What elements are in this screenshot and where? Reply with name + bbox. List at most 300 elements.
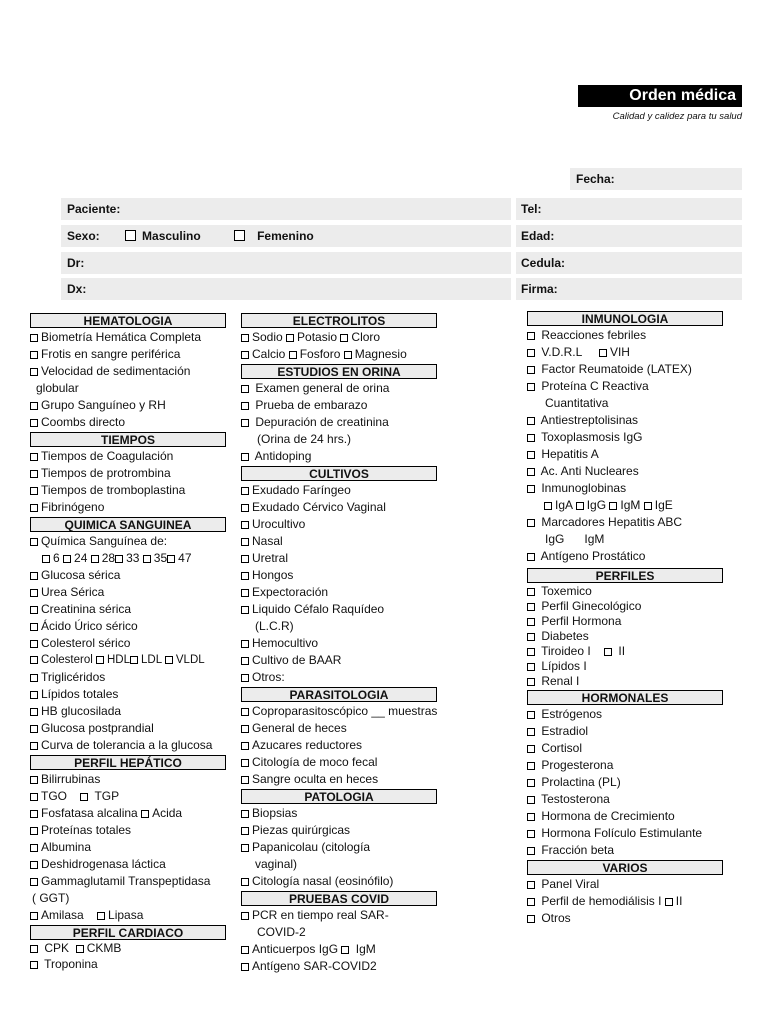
list-item[interactable] [241,635,437,652]
list-item[interactable] [527,480,723,497]
list-item[interactable] [30,448,226,465]
option-label: IgA [555,498,573,512]
checkbox[interactable] [527,915,535,923]
list-item[interactable] [30,956,226,973]
item-label: Tiempos de Coagulación [41,449,174,463]
orina-header: ESTUDIOS EN ORINA [241,364,437,379]
checkbox[interactable] [241,640,249,648]
checkbox[interactable] [527,633,535,641]
cardiaco-header: PERFIL CARDIACO [30,925,226,940]
item-label: LDL [141,654,162,666]
list-item[interactable] [527,412,723,429]
checkbox[interactable] [241,351,249,359]
patologia-header: PATOLOGIA [241,789,437,804]
item-label: Triglicéridos [41,670,106,684]
item-label: Toxemico [541,584,592,598]
checkbox[interactable] [30,674,38,682]
checkbox[interactable] [527,451,535,459]
checkbox[interactable] [241,708,249,716]
quimica-header: QUIMICA SANGUINEA [30,517,226,532]
checkbox[interactable] [527,332,535,340]
item-label: Cultivo de BAAR [252,653,342,667]
fosfatasa-row [30,805,226,822]
list-item[interactable] [241,720,437,737]
item-label: Gammaglutamil Transpeptidasa [41,874,211,888]
checkbox[interactable] [241,589,249,597]
list-item[interactable] [241,516,437,533]
list-item[interactable] [241,567,437,584]
checkbox[interactable] [527,711,535,719]
list-item[interactable] [30,669,226,686]
item-label: Frotis en sangre periférica [41,347,181,361]
electrolitos-row-1 [241,329,437,346]
list-item[interactable] [241,448,437,465]
list-item[interactable] [30,414,226,431]
list-item[interactable] [241,703,437,720]
quimica-options [30,550,226,567]
checkbox[interactable] [665,898,673,906]
item-label: Antiestreptolisinas [540,413,639,427]
list-item[interactable] [527,514,723,531]
checkbox[interactable] [241,453,249,461]
item-label: TGP [94,789,120,803]
item-label: Glucosa postprandial [41,721,154,735]
item-label: Panel Viral [541,877,600,891]
list-item[interactable] [241,839,437,856]
checkbox[interactable] [241,776,249,784]
checkbox[interactable] [241,963,249,971]
item-label: Renal I [541,674,580,688]
list-item[interactable] [30,839,226,856]
list-item[interactable] [527,706,723,723]
checkbox[interactable] [30,504,38,512]
cedula-field[interactable] [516,252,742,274]
checkbox[interactable] [340,334,348,342]
item-continuation: globular [36,381,79,395]
option-label: IgM [620,498,641,512]
list-item[interactable] [30,618,226,635]
list-item[interactable] [241,822,437,839]
list-item[interactable] [527,463,723,480]
checkbox[interactable] [63,555,71,563]
item-label: Estradiol [541,724,589,738]
brand-tagline: Calidad y calidez para tu salud [612,111,742,122]
checkbox[interactable] [241,946,249,954]
perfiles-header: PERFILES [527,568,723,583]
list-item[interactable] [30,567,226,584]
checkbox[interactable] [141,810,149,818]
checkbox[interactable] [30,961,38,969]
checkbox[interactable] [527,745,535,753]
list-item[interactable] [241,907,437,924]
checkbox[interactable] [30,793,38,801]
list-item[interactable] [30,822,226,839]
checkbox[interactable] [241,487,249,495]
masculino-checkbox[interactable] [125,230,136,241]
checkbox[interactable] [241,334,249,342]
list-item[interactable] [30,873,226,890]
checkbox[interactable] [76,945,84,953]
list-item[interactable] [527,910,723,927]
checkbox[interactable] [576,502,584,510]
item-label: Antidoping [254,449,312,463]
checkbox[interactable] [30,402,38,410]
checkbox[interactable] [30,334,38,342]
femenino-label: Femenino [257,229,314,243]
checkbox[interactable] [241,912,249,920]
checkbox[interactable] [241,419,249,427]
checkbox[interactable] [241,827,249,835]
checkbox[interactable] [115,555,123,563]
list-item[interactable] [30,737,226,754]
cultivos-header: CULTIVOS [241,466,437,481]
checkbox[interactable] [30,640,38,648]
list-item[interactable] [527,825,723,842]
list-item[interactable] [241,805,437,822]
checkbox[interactable] [30,487,38,495]
list-item[interactable] [527,361,723,378]
list-item[interactable] [527,674,723,689]
checkbox[interactable] [96,656,104,664]
checkbox[interactable] [30,606,38,614]
varios-header: VARIOS [527,860,723,875]
checkbox[interactable] [30,368,38,376]
checkbox[interactable] [241,844,249,852]
checkbox[interactable] [527,728,535,736]
checkbox[interactable] [644,502,652,510]
list-item[interactable] [241,584,437,601]
checkbox[interactable] [544,502,552,510]
list-item[interactable] [527,614,723,629]
item-label: HDL [106,654,130,666]
item-continuation: Cuantitativa [545,396,609,410]
list-item[interactable] [30,346,226,363]
list-item[interactable] [527,378,723,395]
checkbox[interactable] [527,813,535,821]
list-item[interactable] [527,808,723,825]
checkbox[interactable] [241,657,249,665]
checkbox[interactable] [30,810,38,818]
list-item[interactable] [30,397,226,414]
paciente-label: Paciente: [67,202,121,216]
checkbox[interactable] [167,555,175,563]
checkbox[interactable] [527,366,535,374]
item-label: Tiempos de tromboplastina [41,483,186,497]
checkbox[interactable] [30,538,38,546]
item-label: Exudado Faríngeo [252,483,351,497]
sexo-label: Sexo: [67,229,100,243]
list-item[interactable] [241,499,437,516]
checkbox[interactable] [30,742,38,750]
femenino-checkbox[interactable] [234,230,245,241]
list-item[interactable] [30,533,226,550]
checkbox[interactable] [165,656,173,664]
checkbox[interactable] [30,623,38,631]
item-label: Glucosa sérica [41,568,121,582]
item-label: Fibrinógeno [41,500,105,514]
item-label: Testosterona [541,792,610,806]
checkbox[interactable] [527,898,535,906]
checkbox[interactable] [30,912,38,920]
list-item[interactable] [241,397,437,414]
checkbox[interactable] [527,588,535,596]
tgo-row [30,788,226,805]
checkbox[interactable] [130,656,138,664]
item-label: Otros: [252,670,285,684]
dx-label: Dx: [67,282,87,296]
list-item[interactable] [241,652,437,669]
checkbox[interactable] [609,502,617,510]
item-label: Acida [152,806,183,820]
list-item[interactable] [241,737,437,754]
item-label: Proteína C Reactiva [541,379,649,393]
checkbox[interactable] [527,762,535,770]
checkbox[interactable] [97,912,105,920]
item-label: Hormona de Crecimiento [541,809,675,823]
item-label: Factor Reumatoide (LATEX) [541,362,692,376]
list-item[interactable] [30,584,226,601]
hemodialisis-row [527,893,723,910]
checkbox[interactable] [527,779,535,787]
item-label: Azucares reductores [252,738,363,752]
checkbox[interactable] [30,776,38,784]
edad-field[interactable] [516,225,742,247]
checkbox[interactable] [241,538,249,546]
list-item[interactable] [527,548,723,565]
amilasa-row [30,907,226,924]
list-item[interactable] [30,686,226,703]
list-item[interactable] [30,465,226,482]
item-label: Hongos [252,568,294,582]
checkbox[interactable] [286,334,294,342]
checkbox[interactable] [30,827,38,835]
item-label: Coombs directo [41,415,126,429]
item-label: Creatinina sérica [41,602,132,616]
checkbox[interactable] [30,878,38,886]
list-item[interactable] [527,774,723,791]
list-item[interactable] [527,842,723,859]
checkbox[interactable] [241,572,249,580]
checkbox[interactable] [30,844,38,852]
item-label: Sangre oculta en heces [252,772,379,786]
list-item[interactable] [241,533,437,550]
tiempos-header: TIEMPOS [30,432,226,447]
item-label: Perfil Hormona [541,614,622,628]
checkbox[interactable] [241,759,249,767]
dr-field[interactable] [61,252,511,274]
checkbox[interactable] [30,945,38,953]
checkbox[interactable] [241,606,249,614]
checkbox[interactable] [527,796,535,804]
checkbox[interactable] [527,618,535,626]
checkbox[interactable] [241,810,249,818]
checkbox[interactable] [30,589,38,597]
list-item[interactable] [241,601,437,618]
item-label: Biopsias [252,806,298,820]
femenino-option[interactable] [234,229,314,243]
list-item[interactable] [527,791,723,808]
checkbox[interactable] [30,419,38,427]
checkbox[interactable] [241,674,249,682]
option-label: 47 [178,551,192,565]
checkbox[interactable] [30,453,38,461]
item-label: Coproparasitoscópico __ muestras [252,704,438,718]
checkbox[interactable] [527,417,535,425]
list-item[interactable] [241,958,437,975]
list-item[interactable] [527,584,723,599]
item-label: Proteínas totales [41,823,132,837]
checkbox[interactable] [30,861,38,869]
checkbox[interactable] [604,648,612,656]
checkbox[interactable] [30,572,38,580]
item-label: General de heces [252,721,347,735]
item-label: VLDL [175,654,205,666]
ig-options [527,497,723,514]
checkbox[interactable] [527,881,535,889]
list-item[interactable] [527,429,723,446]
list-item[interactable] [527,876,723,893]
list-item[interactable] [241,771,437,788]
hepatico-header: PERFIL HEPÁTICO [30,755,226,770]
list-item[interactable] [527,740,723,757]
item-label: Colesterol sérico [41,636,131,650]
checkbox[interactable] [527,603,535,611]
list-item[interactable] [241,482,437,499]
checkbox[interactable] [527,847,535,855]
checkbox[interactable] [30,691,38,699]
list-item[interactable] [527,629,723,644]
masculino-option[interactable] [125,229,201,243]
item-label: Lípidos I [541,659,587,673]
checkbox[interactable] [241,742,249,750]
checkbox[interactable] [241,385,249,393]
list-item[interactable] [241,669,437,686]
item-label: Antígeno Prostático [540,549,646,563]
list-item[interactable] [527,723,723,740]
list-item[interactable] [30,635,226,652]
list-item[interactable] [527,659,723,674]
checkbox[interactable] [289,351,297,359]
hormonales-header: HORMONALES [527,690,723,705]
item-label: Grupo Sanguíneo y RH [41,398,166,412]
option-label: 24 [74,551,88,565]
item-label: Hormona Folículo Estimulante [541,826,703,840]
checkbox[interactable] [30,656,38,664]
checkbox[interactable] [91,555,99,563]
list-item[interactable] [241,550,437,567]
checkbox[interactable] [599,349,607,357]
tel-field[interactable] [516,198,742,220]
item-label: Sodio [252,330,283,344]
checkbox[interactable] [527,468,535,476]
item-label: Cortisol [541,741,583,755]
list-item[interactable] [30,771,226,788]
list-item[interactable] [527,599,723,614]
list-item[interactable] [241,380,437,397]
checkbox[interactable] [241,521,249,529]
fecha-field[interactable] [570,168,742,190]
item-label: Progesterona [541,758,614,772]
checkbox[interactable] [527,830,535,838]
item-label: Reacciones febriles [541,328,647,342]
checkbox[interactable] [241,878,249,886]
paciente-field[interactable] [61,198,511,220]
cedula-label: Cedula: [521,256,566,270]
list-item[interactable] [241,873,437,890]
checkbox[interactable] [344,351,352,359]
item-label: Inmunoglobinas [541,481,627,495]
item-label: IgM [355,942,376,956]
list-item[interactable] [30,703,226,720]
item-label: Urea Sérica [41,585,105,599]
list-item[interactable] [30,601,226,618]
checkbox[interactable] [42,555,50,563]
checkbox[interactable] [241,504,249,512]
item-label: HB glucosilada [41,704,122,718]
list-item[interactable] [527,446,723,463]
checkbox[interactable] [527,519,535,527]
list-item[interactable] [527,757,723,774]
checkbox[interactable] [527,349,535,357]
checkbox[interactable] [527,434,535,442]
checkbox[interactable] [143,555,151,563]
checkbox[interactable] [241,555,249,563]
option-label: 6 [53,551,60,565]
colesterol-row [30,652,226,669]
item-label: Hemocultivo [252,636,319,650]
dx-field[interactable] [61,278,511,300]
item-label: Magnesio [354,347,407,361]
item-label: CPK [44,941,70,955]
item-label: Lipasa [108,908,144,922]
list-item[interactable] [527,327,723,344]
list-item[interactable] [30,363,226,380]
item-label: Fosforo [299,347,341,361]
checkbox[interactable] [30,708,38,716]
list-item[interactable] [30,329,226,346]
checkbox[interactable] [241,402,249,410]
list-item[interactable] [30,856,226,873]
dr-label: Dr: [67,256,85,270]
item-label: II [675,894,683,908]
checkbox[interactable] [30,351,38,359]
item-label: Potasio [297,330,338,344]
checkbox[interactable] [341,946,349,954]
list-item[interactable] [30,499,226,516]
checkbox[interactable] [30,725,38,733]
item-label: V.D.R.L [541,345,583,359]
list-item[interactable] [30,482,226,499]
checkbox[interactable] [527,553,535,561]
item-label: TGO [41,789,67,803]
checkbox[interactable] [527,383,535,391]
checkbox[interactable] [241,725,249,733]
sexo-field [61,225,511,247]
item-label: Albumina [41,840,92,854]
checkbox[interactable] [30,470,38,478]
checkbox[interactable] [527,678,535,686]
checkbox[interactable] [80,793,88,801]
checkbox[interactable] [527,648,535,656]
list-item[interactable] [241,414,437,431]
checkbox[interactable] [527,663,535,671]
firma-field[interactable] [516,278,742,300]
list-item[interactable] [30,720,226,737]
checkbox[interactable] [527,485,535,493]
list-item[interactable] [241,754,437,771]
fecha-label: Fecha: [576,172,615,186]
tel-label: Tel: [521,202,542,216]
